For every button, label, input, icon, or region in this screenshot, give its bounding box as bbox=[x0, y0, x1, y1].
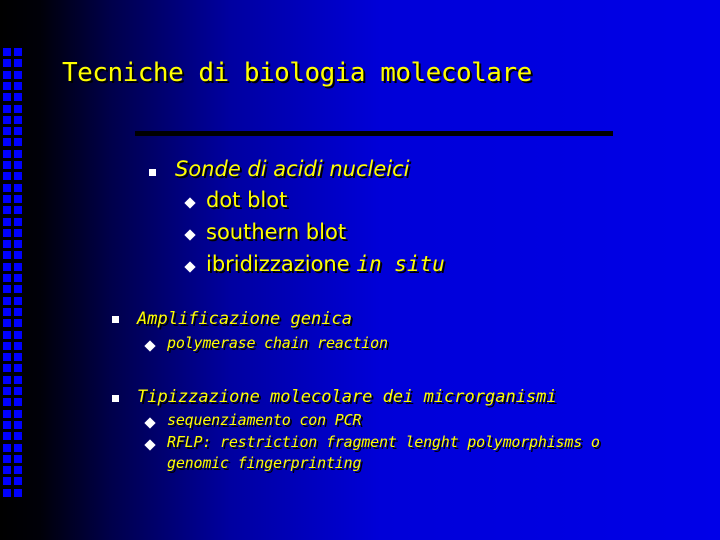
decorative-square bbox=[3, 319, 11, 327]
decorative-square bbox=[3, 466, 11, 474]
square-bullet-icon bbox=[149, 169, 156, 176]
decorative-square bbox=[14, 161, 22, 169]
decorative-square bbox=[14, 477, 22, 485]
decorative-square bbox=[14, 297, 22, 305]
decorative-square bbox=[14, 240, 22, 248]
decorative-square bbox=[14, 421, 22, 429]
decorative-square bbox=[3, 71, 11, 79]
decorative-square bbox=[3, 184, 11, 192]
decorative-square bbox=[3, 308, 11, 316]
decorative-square bbox=[14, 285, 22, 293]
decorative-square bbox=[14, 48, 22, 56]
title-underline bbox=[135, 131, 613, 136]
decorative-square bbox=[14, 308, 22, 316]
decorative-square bbox=[14, 229, 22, 237]
decorative-square bbox=[14, 172, 22, 180]
decorative-square bbox=[3, 48, 11, 56]
decorative-square bbox=[3, 398, 11, 406]
decorative-square bbox=[3, 138, 11, 146]
decorative-square bbox=[3, 342, 11, 350]
decorative-square bbox=[14, 184, 22, 192]
decorative-square bbox=[14, 274, 22, 282]
decorative-square bbox=[3, 172, 11, 180]
decorative-square bbox=[3, 251, 11, 259]
decorative-square bbox=[14, 138, 22, 146]
square-bullet-icon bbox=[112, 316, 119, 323]
decorative-square bbox=[3, 116, 11, 124]
decorative-square bbox=[3, 297, 11, 305]
decorative-square bbox=[14, 59, 22, 67]
decorative-square bbox=[14, 331, 22, 339]
decorative-square bbox=[14, 466, 22, 474]
decorative-square bbox=[14, 82, 22, 90]
decorative-square bbox=[3, 229, 11, 237]
decorative-square bbox=[3, 263, 11, 271]
list-item-southern-blot: southern blot bbox=[206, 220, 347, 244]
decorative-square bbox=[3, 421, 11, 429]
decorative-square bbox=[14, 71, 22, 79]
decorative-square bbox=[14, 93, 22, 101]
decorative-square bbox=[3, 59, 11, 67]
decorative-square bbox=[14, 319, 22, 327]
decorative-square bbox=[14, 444, 22, 452]
decorative-square bbox=[3, 274, 11, 282]
decorative-square bbox=[14, 206, 22, 214]
diamond-bullet-icon bbox=[184, 229, 195, 240]
decorative-square bbox=[3, 364, 11, 372]
decorative-square bbox=[14, 116, 22, 124]
decorative-square bbox=[14, 398, 22, 406]
decorative-square bbox=[3, 206, 11, 214]
slide-title: Tecniche di biologia molecolare bbox=[62, 58, 532, 88]
decorative-square bbox=[3, 353, 11, 361]
decorative-square bbox=[14, 105, 22, 113]
decorative-square bbox=[3, 218, 11, 226]
section-heading-typing: Tipizzazione molecolare dei microrganismi bbox=[137, 387, 557, 407]
decorative-square bbox=[14, 376, 22, 384]
decorative-square bbox=[14, 150, 22, 158]
decorative-squares-strip bbox=[3, 48, 25, 498]
decorative-square bbox=[3, 93, 11, 101]
decorative-square bbox=[14, 455, 22, 463]
decorative-square bbox=[14, 387, 22, 395]
decorative-square bbox=[14, 195, 22, 203]
decorative-square bbox=[14, 364, 22, 372]
decorative-square bbox=[14, 410, 22, 418]
in-situ-main-text: ibridizzazione bbox=[206, 252, 357, 276]
decorative-square bbox=[3, 105, 11, 113]
list-item-pcr: polymerase chain reaction bbox=[167, 334, 388, 352]
in-situ-italic-text: in situ bbox=[356, 252, 445, 276]
decorative-square bbox=[3, 455, 11, 463]
decorative-square bbox=[14, 218, 22, 226]
decorative-square bbox=[3, 195, 11, 203]
diamond-bullet-icon bbox=[144, 340, 155, 351]
decorative-square bbox=[3, 240, 11, 248]
decorative-square bbox=[3, 444, 11, 452]
decorative-square bbox=[3, 82, 11, 90]
diamond-bullet-icon bbox=[184, 261, 195, 272]
decorative-square bbox=[14, 342, 22, 350]
decorative-square bbox=[14, 263, 22, 271]
diamond-bullet-icon bbox=[144, 417, 155, 428]
section-heading-probes: Sonde di acidi nucleici bbox=[175, 157, 410, 181]
list-item-in-situ bbox=[206, 252, 445, 276]
decorative-square bbox=[3, 489, 11, 497]
list-item-rflp: RFLP: restriction fragment lenght polymorphisms o bbox=[167, 433, 600, 451]
decorative-square bbox=[14, 432, 22, 440]
decorative-square bbox=[3, 387, 11, 395]
decorative-square bbox=[3, 150, 11, 158]
decorative-square bbox=[3, 376, 11, 384]
decorative-square bbox=[3, 331, 11, 339]
square-bullet-icon bbox=[112, 395, 119, 402]
decorative-square bbox=[3, 410, 11, 418]
list-item-rflp-continuation: genomic fingerprinting bbox=[167, 454, 362, 472]
section-heading-amplification: Amplificazione genica bbox=[137, 309, 352, 329]
decorative-square bbox=[3, 127, 11, 135]
decorative-square bbox=[14, 353, 22, 361]
decorative-square bbox=[3, 161, 11, 169]
decorative-square bbox=[3, 285, 11, 293]
decorative-square bbox=[3, 432, 11, 440]
list-item-dot-blot: dot blot bbox=[206, 188, 288, 212]
list-item-sequencing: sequenziamento con PCR bbox=[167, 411, 362, 429]
decorative-square bbox=[14, 127, 22, 135]
diamond-bullet-icon bbox=[184, 197, 195, 208]
diamond-bullet-icon bbox=[144, 439, 155, 450]
decorative-square bbox=[3, 477, 11, 485]
decorative-square bbox=[14, 489, 22, 497]
decorative-square bbox=[14, 251, 22, 259]
